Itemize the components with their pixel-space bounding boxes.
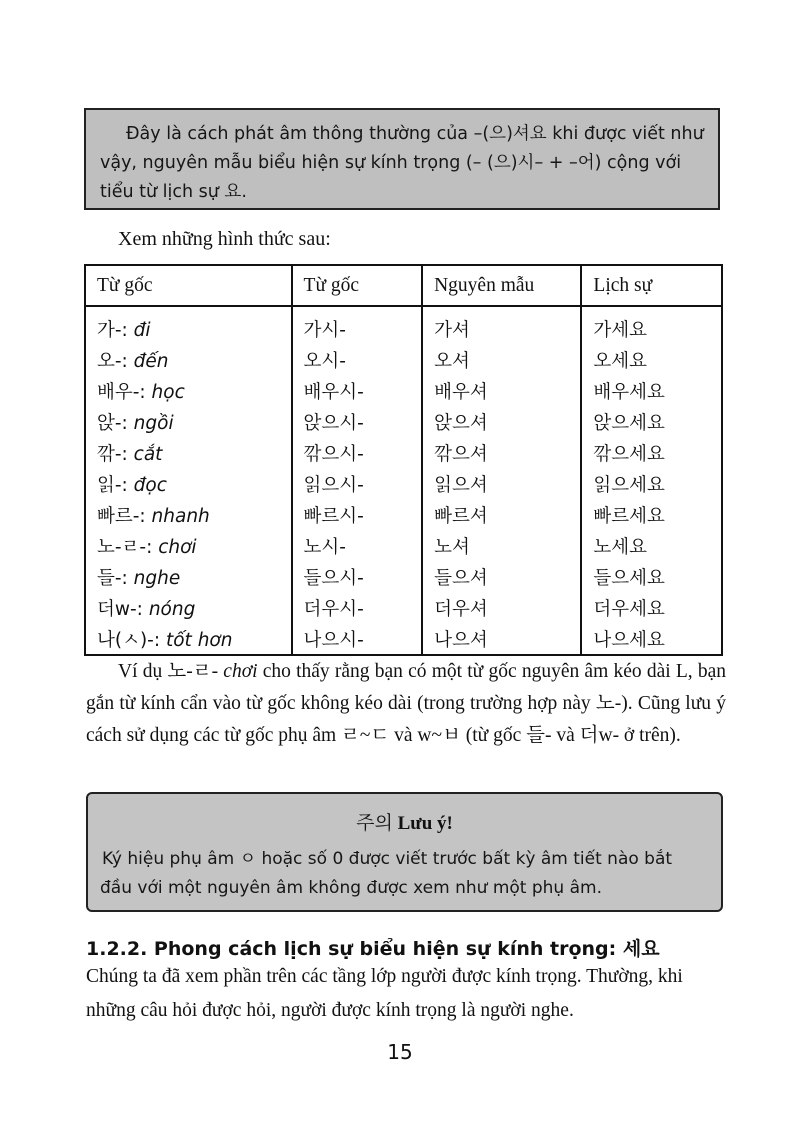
cell-stem [85, 530, 292, 561]
stem-gloss: ngồi [133, 412, 174, 434]
cell-polite: 나으세요 [581, 623, 722, 655]
cell-stem [85, 499, 292, 530]
stem-text: 들-: [97, 567, 128, 589]
cell-infinitive: 배우셔 [422, 375, 581, 406]
table-row [85, 499, 722, 530]
section-body [86, 960, 726, 1028]
cell-polite: 깎으세요 [581, 437, 722, 468]
table-intro: Xem những hình thức sau: [118, 228, 331, 250]
cell-stem [85, 375, 292, 406]
stem-text: 나(ㅅ)-: [97, 629, 161, 651]
stem-gloss: nóng [148, 598, 196, 620]
header-stem: Từ gốc [85, 265, 292, 306]
pronunciation-note-text: Đây là cách phát âm thông thường của –(으)셔요 khi được viết như vậy, nguyên mẫu biểu hiện sự kính trọng (– (으)시– + –어) cộng với tiểu từ lịch sự 요. [100, 124, 704, 202]
cell-stem [85, 592, 292, 623]
cell-stem [85, 344, 292, 375]
stem-text: 빠르-: [97, 505, 146, 527]
table-row [85, 530, 722, 561]
cell-honorific-stem: 빠르시- [292, 499, 423, 530]
table-body [85, 306, 722, 655]
table-row [85, 437, 722, 468]
cell-infinitive: 읽으셔 [422, 468, 581, 499]
cell-honorific-stem: 깎으시- [292, 437, 423, 468]
table-row [85, 344, 722, 375]
explanation-italic-gloss: chơi [223, 661, 258, 682]
explanation-paragraph [86, 656, 726, 752]
section-body-text: Chúng ta đã xem phần trên các tầng lớp người được kính trọng. Thường, khi những câu hỏi được hỏi, người được kính trọng là người nghe. [86, 966, 683, 1021]
page-number: 15 [387, 1040, 413, 1064]
cell-polite: 가세요 [581, 306, 722, 344]
cell-infinitive: 들으셔 [422, 561, 581, 592]
cell-honorific-stem: 오시- [292, 344, 423, 375]
cell-honorific-stem: 더우시- [292, 592, 423, 623]
cell-honorific-stem: 배우시- [292, 375, 423, 406]
cell-honorific-stem: 가시- [292, 306, 423, 344]
cell-infinitive: 노셔 [422, 530, 581, 561]
cell-infinitive: 앉으셔 [422, 406, 581, 437]
table-row [85, 375, 722, 406]
caution-title-bold: Lưu ý! [397, 813, 453, 834]
cell-honorific-stem: 노시- [292, 530, 423, 561]
table-row [85, 468, 722, 499]
stem-gloss: nghe [133, 567, 181, 589]
table-row [85, 406, 722, 437]
cell-polite: 오세요 [581, 344, 722, 375]
cell-polite: 배우세요 [581, 375, 722, 406]
cell-infinitive: 깎으셔 [422, 437, 581, 468]
caution-title [100, 804, 709, 835]
explanation-part2: cho thấy rằng bạn có một từ gốc nguyên âm kéo dài L, bạn gắn từ kính cẩn vào từ gốc không kéo dài (trong trường hợp này 노-). Cũng lưu ý cách sử dụng các từ gốc phụ âm ㄹ~ㄷ và w~ㅂ (từ gốc 들- và 더w- ở trên). [86, 661, 726, 746]
table-row [85, 306, 722, 344]
stem-gloss: cắt [133, 443, 163, 465]
cell-infinitive: 빠르셔 [422, 499, 581, 530]
caution-title-korean: 주의 [356, 813, 393, 834]
pronunciation-note-box [84, 108, 720, 210]
stem-gloss: học [151, 381, 185, 403]
cell-polite: 더우세요 [581, 592, 722, 623]
stem-gloss: chơi [158, 536, 197, 558]
caution-body: Ký hiệu phụ âm ㅇ hoặc số 0 được viết trước bất kỳ âm tiết nào bắt đầu với một nguyên âm không được xem như một phụ âm. [100, 849, 673, 898]
stem-gloss: đến [133, 350, 169, 372]
cell-stem [85, 306, 292, 344]
cell-polite: 빠르세요 [581, 499, 722, 530]
stem-gloss: tốt hơn [165, 629, 233, 651]
stem-gloss: đọc [133, 474, 167, 496]
cell-honorific-stem: 앉으시- [292, 406, 423, 437]
cell-stem [85, 406, 292, 437]
cell-stem [85, 623, 292, 655]
table-row [85, 592, 722, 623]
cell-stem [85, 437, 292, 468]
cell-polite: 읽으세요 [581, 468, 722, 499]
stem-text: 앉-: [97, 412, 128, 434]
caution-box [86, 792, 723, 912]
table-header-row [85, 265, 722, 306]
cell-honorific-stem: 나으시- [292, 623, 423, 655]
stem-text: 읽-: [97, 474, 128, 496]
stem-text: 가-: [97, 319, 128, 341]
cell-infinitive: 나으셔 [422, 623, 581, 655]
cell-polite: 노세요 [581, 530, 722, 561]
cell-stem [85, 468, 292, 499]
stem-text: 오-: [97, 350, 128, 372]
cell-stem [85, 561, 292, 592]
stem-text: 더w-: [97, 598, 143, 620]
cell-infinitive: 오셔 [422, 344, 581, 375]
verb-forms-table [84, 264, 723, 656]
cell-polite: 앉으세요 [581, 406, 722, 437]
explanation-part1: Ví dụ 노-ㄹ- [118, 661, 224, 682]
stem-text: 배우-: [97, 381, 146, 403]
table-row [85, 561, 722, 592]
header-polite: Lịch sự [581, 265, 722, 306]
cell-polite: 들으세요 [581, 561, 722, 592]
cell-infinitive: 가셔 [422, 306, 581, 344]
table-row [85, 623, 722, 655]
section-heading: 1.2.2. Phong cách lịch sự biểu hiện sự kính trọng: 세요 [86, 938, 660, 960]
stem-gloss: nhanh [151, 505, 210, 527]
stem-text: 깎-: [97, 443, 128, 465]
header-infinitive: Nguyên mẫu [422, 265, 581, 306]
stem-text: 노-ㄹ-: [97, 536, 153, 558]
cell-infinitive: 더우셔 [422, 592, 581, 623]
stem-gloss: đi [133, 319, 151, 341]
cell-honorific-stem: 들으시- [292, 561, 423, 592]
cell-honorific-stem: 읽으시- [292, 468, 423, 499]
header-honorific-stem: Từ gốc [292, 265, 423, 306]
